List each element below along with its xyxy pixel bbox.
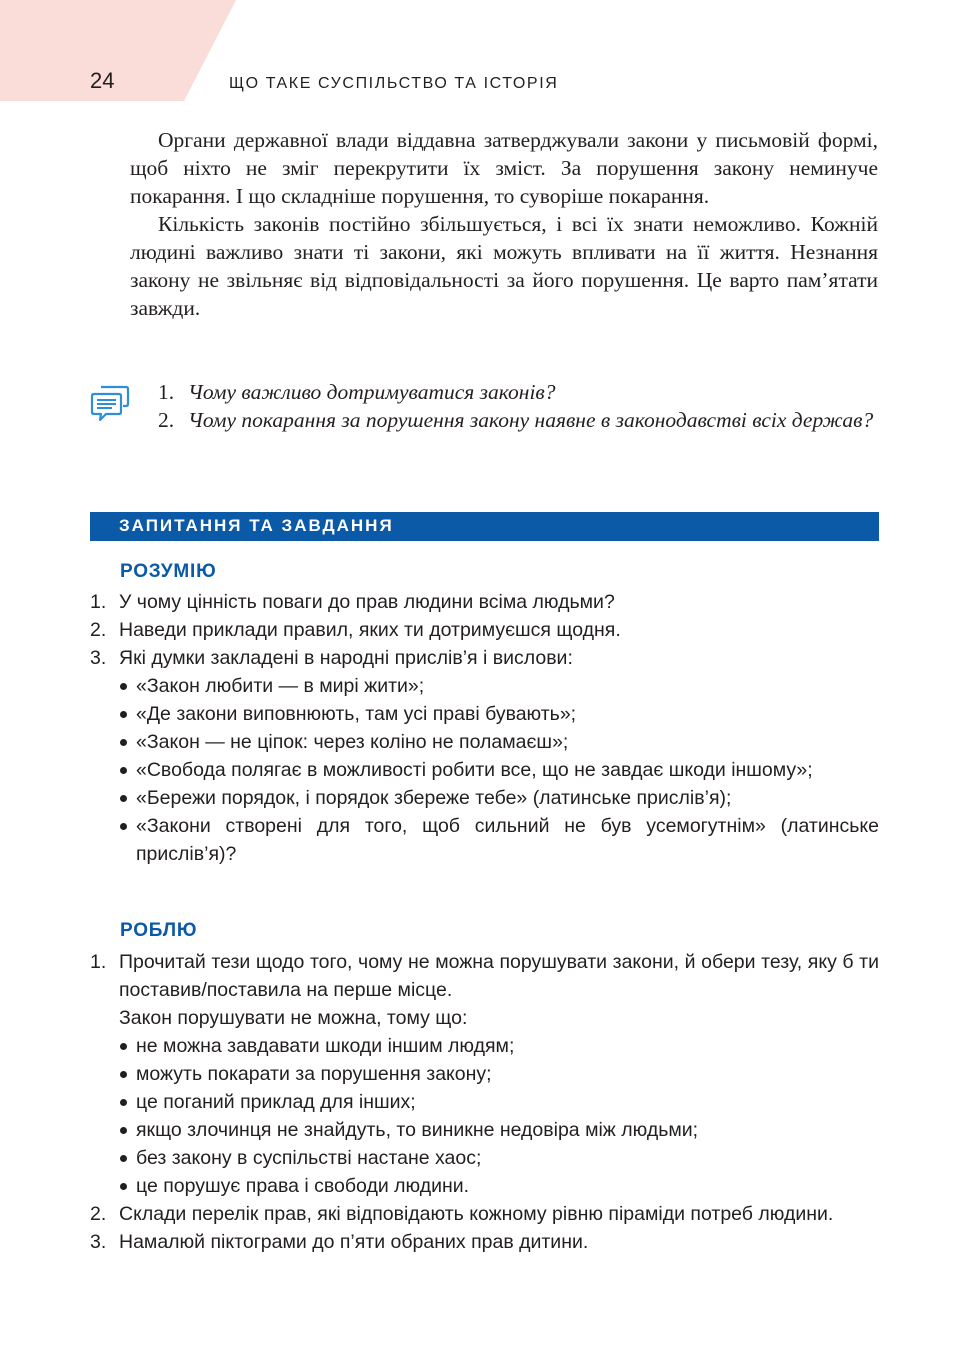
reason-item: це порушує права і свободи людини. [119, 1172, 879, 1200]
list-item [158, 406, 878, 434]
section-title: ЗАПИТАННЯ ТА ЗАВДАННЯ [119, 516, 394, 535]
list-item [158, 378, 878, 406]
reason-item: без закону в суспільстві настане хаос; [119, 1144, 879, 1172]
list-item [90, 588, 879, 616]
item-number: 3. [90, 647, 107, 669]
task-text: Склади перелік прав, які відповідають кожному рівню піраміди потреб людини. [119, 1203, 834, 1225]
do-list [90, 948, 879, 1256]
item-number: 2. [158, 408, 175, 432]
understand-list [90, 588, 879, 868]
section-header-bar [90, 512, 879, 541]
paragraph: Кількість законів постійно збільшується, і всі їх знати неможливо. Кожній людині важливо знати ті закони, які можуть впливати на її життя. Незнання закону не звільняє від відповідальності за його порушення. Це варто пам’ятати завжди. [130, 212, 878, 320]
list-item [90, 1228, 879, 1256]
list-item [90, 616, 879, 644]
reason-item: це поганий приклад для інших; [119, 1088, 879, 1116]
list-item [90, 644, 879, 868]
proverb-item: «Закони створені для того, щоб сильний не був усемогутнім» (латинське прислів’я)? [119, 812, 879, 868]
list-item [90, 948, 879, 1200]
paragraph: Органи державної влади віддавна затверджували закони у письмовій формі, щоб ніхто не зміг перекрутити їх зміст. За порушення закону неминуче покарання. І що складніше порушення, то суворіше покарання. [130, 128, 878, 208]
proverb-item: «Де закони виповнюють, там усі праві бувають»; [119, 700, 879, 728]
question-text: Чому покарання за порушення закону наявне в законодавстві всіх держав? [188, 408, 874, 432]
reason-item: можуть покарати за порушення закону; [119, 1060, 879, 1088]
item-number: 1. [90, 951, 107, 973]
task-text: Наведи приклади правил, яких ти дотримуєшся щодня. [119, 619, 621, 641]
proverb-item: «Закон — не ціпок: через коліно не поламаєш»; [119, 728, 879, 756]
proverb-item: «Бережи порядок, і порядок збереже тебе» (латинське прислів’я); [119, 784, 879, 812]
lead-in-text: Закон порушувати не можна, тому що: [119, 1007, 468, 1029]
chat-bubble-icon [90, 384, 130, 424]
task-text: У чому цінність поваги до прав людини всіма людьми? [119, 591, 615, 613]
item-number: 1. [90, 591, 107, 613]
discussion-questions [158, 378, 878, 434]
running-title: ЩО ТАКЕ СУСПІЛЬСТВО ТА ІСТОРІЯ [229, 75, 559, 92]
item-number: 2. [90, 1203, 107, 1225]
list-item [90, 1200, 879, 1228]
question-text: Чому важливо дотримуватися законів? [188, 380, 556, 404]
proverbs-list [119, 672, 879, 868]
main-text [130, 126, 878, 322]
page-number: 24 [90, 68, 115, 93]
task-text: Які думки закладені в народні прислів’я і вислови: [119, 647, 573, 669]
reason-item: якщо злочинця не знайдуть, то виникне недовіра між людьми; [119, 1116, 879, 1144]
proverb-item: «Закон любити — в мирі жити»; [119, 672, 879, 700]
subheading-do: РОБЛЮ [120, 920, 198, 941]
corner-decoration [0, 0, 240, 101]
reasons-list [119, 1032, 879, 1200]
task-text: Прочитай тези щодо того, чому не можна порушувати закони, й обери тезу, яку б ти поставив/поставила на перше місце. [119, 951, 879, 1001]
item-number: 1. [158, 380, 175, 404]
item-number: 3. [90, 1231, 107, 1253]
task-text: Намалюй піктограми до п’яти обраних прав дитини. [119, 1231, 589, 1253]
reason-item: не можна завдавати шкоди іншим людям; [119, 1032, 879, 1060]
proverb-item: «Свобода полягає в можливості робити все, що не завдає шкоди іншому»; [119, 756, 879, 784]
subheading-understand: РОЗУМІЮ [120, 561, 217, 582]
item-number: 2. [90, 619, 107, 641]
